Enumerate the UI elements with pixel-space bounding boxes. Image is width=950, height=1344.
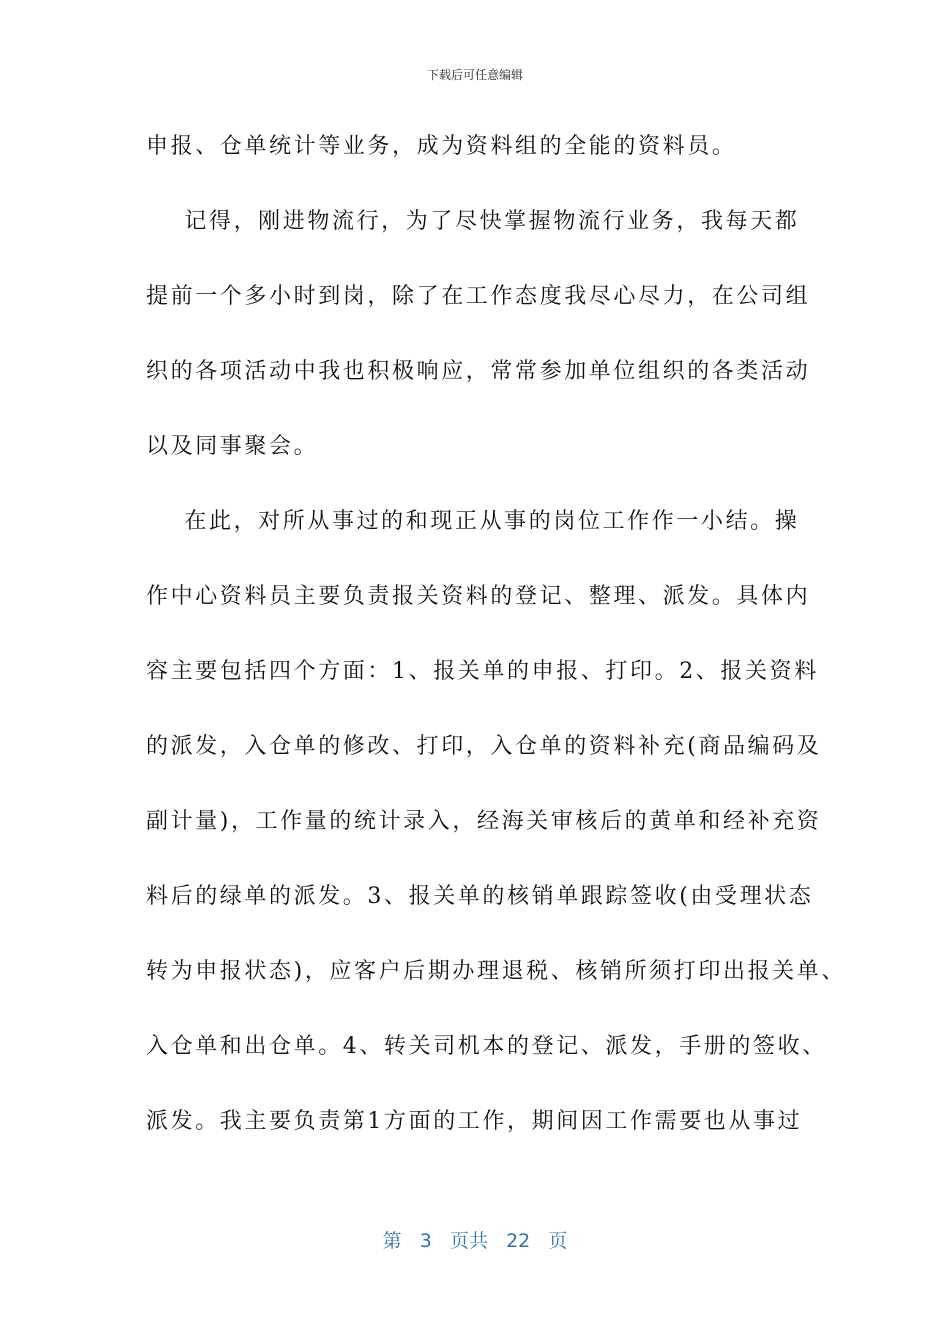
text-line: 派发。我主要负责第1方面的工作，期间因工作需要也从事过 <box>146 1109 803 1134</box>
text-line: 副计量)，工作量的统计录入，经海关审核后的黄单和经补充资 <box>146 809 822 834</box>
text-line: 织的各项活动中我也积极响应，常常参加单位组织的各类活动 <box>146 359 811 384</box>
text-line: 以及同事聚会。 <box>146 434 319 459</box>
footer-suffix: 页 <box>548 1230 568 1252</box>
total-pages-number: 22 <box>506 1230 531 1252</box>
text-line: 入仓单和出仓单。4、转关司机本的登记、派发，手册的签收、 <box>146 1034 827 1059</box>
text-line: 记得，刚进物流行，为了尽快掌握物流行业务，我每天都 <box>146 209 800 234</box>
text-line: 料后的绿单的派发。3、报关单的核销单跟踪签收(由受理状态 <box>146 884 814 909</box>
text-line: 提前一个多小时到岗，除了在工作态度我尽心尽力，在公司组 <box>146 284 811 309</box>
text-line: 转为申报状态)，应客户后期办理退税、核销所须打印出报关单、 <box>146 959 846 984</box>
document-body <box>146 124 846 1174</box>
footer-middle: 页共 <box>449 1230 488 1252</box>
text-line: 的派发，入仓单的修改、打印，入仓单的资料补充(商品编码及 <box>146 734 822 759</box>
current-page-number: 3 <box>419 1230 432 1252</box>
text-line: 在此，对所从事过的和现正从事的岗位工作作一小结。操 <box>146 509 800 534</box>
page-footer <box>0 1226 950 1253</box>
text-line: 容主要包括四个方面：1、报关单的申报、打印。2、报关资料 <box>146 659 819 684</box>
footer-prefix: 第 <box>382 1230 402 1252</box>
text-line: 申报、仓单统计等业务，成为资料组的全能的资料员。 <box>146 134 737 159</box>
header-note: 下载后可任意编辑 <box>426 68 523 82</box>
text-line: 作中心资料员主要负责报关资料的登记、整理、派发。具体内 <box>146 584 811 609</box>
